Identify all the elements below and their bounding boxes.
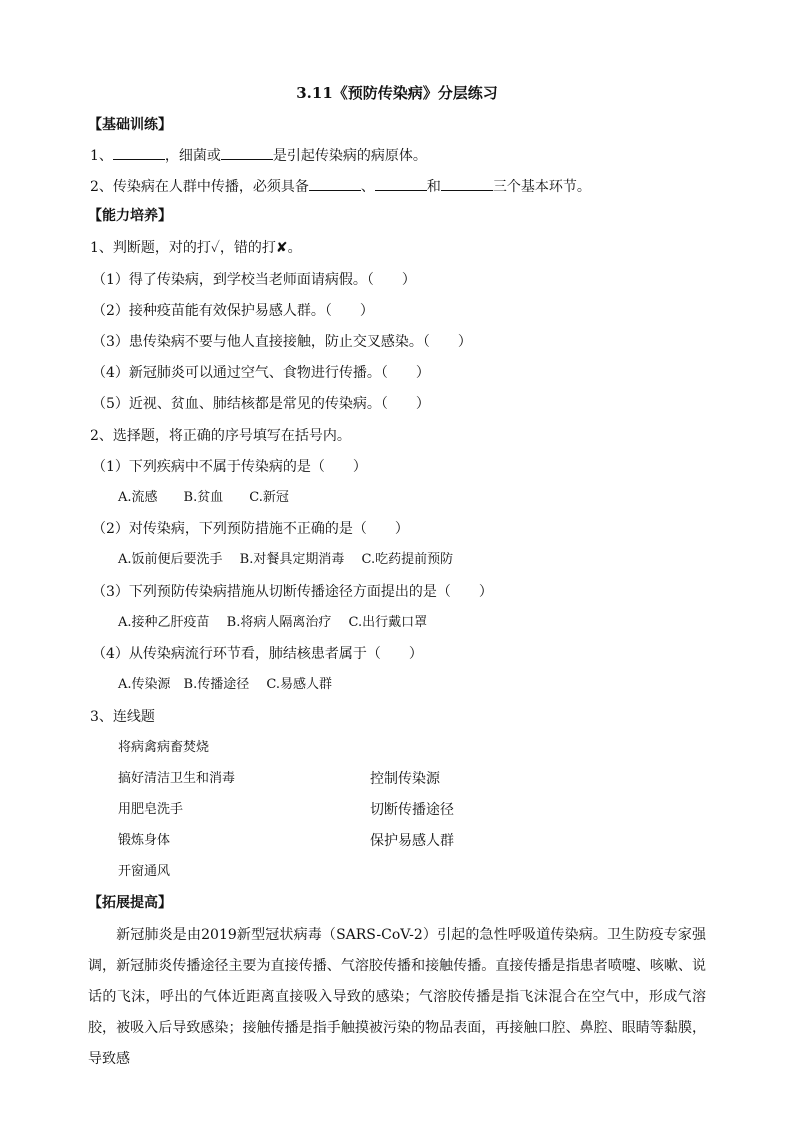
choice-options: A.接种乙肝疫苗 B.将病人隔离治疗 C.出行戴口罩 xyxy=(118,615,428,630)
extend-paragraph xyxy=(88,920,706,1075)
judge-item: （2）接种疫苗能有效保护易感人群。（ ） xyxy=(92,303,374,319)
answer-blank[interactable] xyxy=(375,177,427,191)
choice-options: A.传染源 B.传播途径 C.易感人群 xyxy=(118,677,332,692)
choice-options: A.流感 B.贫血 C.新冠 xyxy=(118,490,289,505)
basic-question-2 xyxy=(90,177,591,196)
choice-question: （1）下列疾病中不属于传染病的是（ ） xyxy=(92,459,367,475)
section-basic-heading: 【基础训练】 xyxy=(88,117,172,133)
judge-item: （1）得了传染病，到学校当老师面请病假。（ ） xyxy=(92,272,416,288)
answer-blank[interactable] xyxy=(113,146,165,160)
choice-heading: 2、选择题，将正确的序号填写在括号内。 xyxy=(90,428,351,444)
answer-blank[interactable] xyxy=(441,177,493,191)
judge-item: （5）近视、贫血、肺结核都是常见的传染病。（ ） xyxy=(92,396,430,412)
match-heading: 3、连线题 xyxy=(90,709,155,725)
match-left-item[interactable]: 开窗通风 xyxy=(118,864,171,879)
answer-blank[interactable] xyxy=(221,146,273,160)
section-ability-heading: 【能力培养】 xyxy=(88,208,172,224)
choice-question: （2）对传染病，下列预防措施不正确的是（ ） xyxy=(92,521,409,537)
choice-question: （3）下列预防传染病措施从切断传播途径方面提出的是（ ） xyxy=(92,584,493,600)
section-extend-heading: 【拓展提高】 xyxy=(88,895,172,911)
match-right-item[interactable]: 保护易感人群 xyxy=(370,833,454,849)
judge-heading: 1、判断题，对的打✓，错的打✘。 xyxy=(90,240,302,256)
page-title: 3.11《预防传染病》分层练习 xyxy=(296,84,498,102)
q1-text-mid: ，细菌或 xyxy=(164,148,221,164)
q2-sep: 、 xyxy=(360,179,375,195)
q2-text-start: 2、传染病在人群中传播，必须具备 xyxy=(90,179,309,195)
extend-paragraph-text: 新冠肺炎是由2019新型冠状病毒（SARS-CoV-2）引起的急性呼吸道传染病。卫生防疫专家强调，新冠肺炎传播途径主要为直接传播、气溶胶传播和接触传播。直接传播是指患者喷嚏、咳嗽、说话的飞沫，呼出的气体近距离直接吸入导致的感染；气溶胶传播是指飞沫混合在空气中，形成气溶胶，被吸入后导致感染；接触传播是指手触摸被污染的物品表面，再接触口腔、鼻腔、眼睛等黏膜，导致感 xyxy=(88,927,706,1067)
answer-blank[interactable] xyxy=(309,177,361,191)
match-left-item[interactable]: 锻炼身体 xyxy=(118,833,171,848)
q2-text-end: 三个基本环节。 xyxy=(492,179,591,195)
match-left-item[interactable]: 用肥皂洗手 xyxy=(118,802,184,817)
choice-question: （4）从传染病流行环节看，肺结核患者属于（ ） xyxy=(92,646,423,662)
q1-text-end: 是引起传染病的病原体。 xyxy=(272,148,427,164)
judge-item: （4）新冠肺炎可以通过空气、食物进行传播。（ ） xyxy=(92,365,430,381)
choice-options: A.饭前便后要洗手 B.对餐具定期消毒 C.吃药提前预防 xyxy=(118,552,454,567)
match-left-item[interactable]: 将病禽病畜焚烧 xyxy=(118,740,210,755)
match-left-item[interactable]: 搞好清洁卫生和消毒 xyxy=(118,771,236,786)
basic-question-1 xyxy=(90,146,427,165)
q2-and: 和 xyxy=(426,179,441,195)
match-right-item[interactable]: 切断传播途径 xyxy=(370,802,454,818)
q1-number: 1、 xyxy=(90,148,113,164)
match-right-item[interactable]: 控制传染源 xyxy=(370,771,440,787)
judge-item: （3）患传染病不要与他人直接接触，防止交叉感染。（ ） xyxy=(92,334,472,350)
